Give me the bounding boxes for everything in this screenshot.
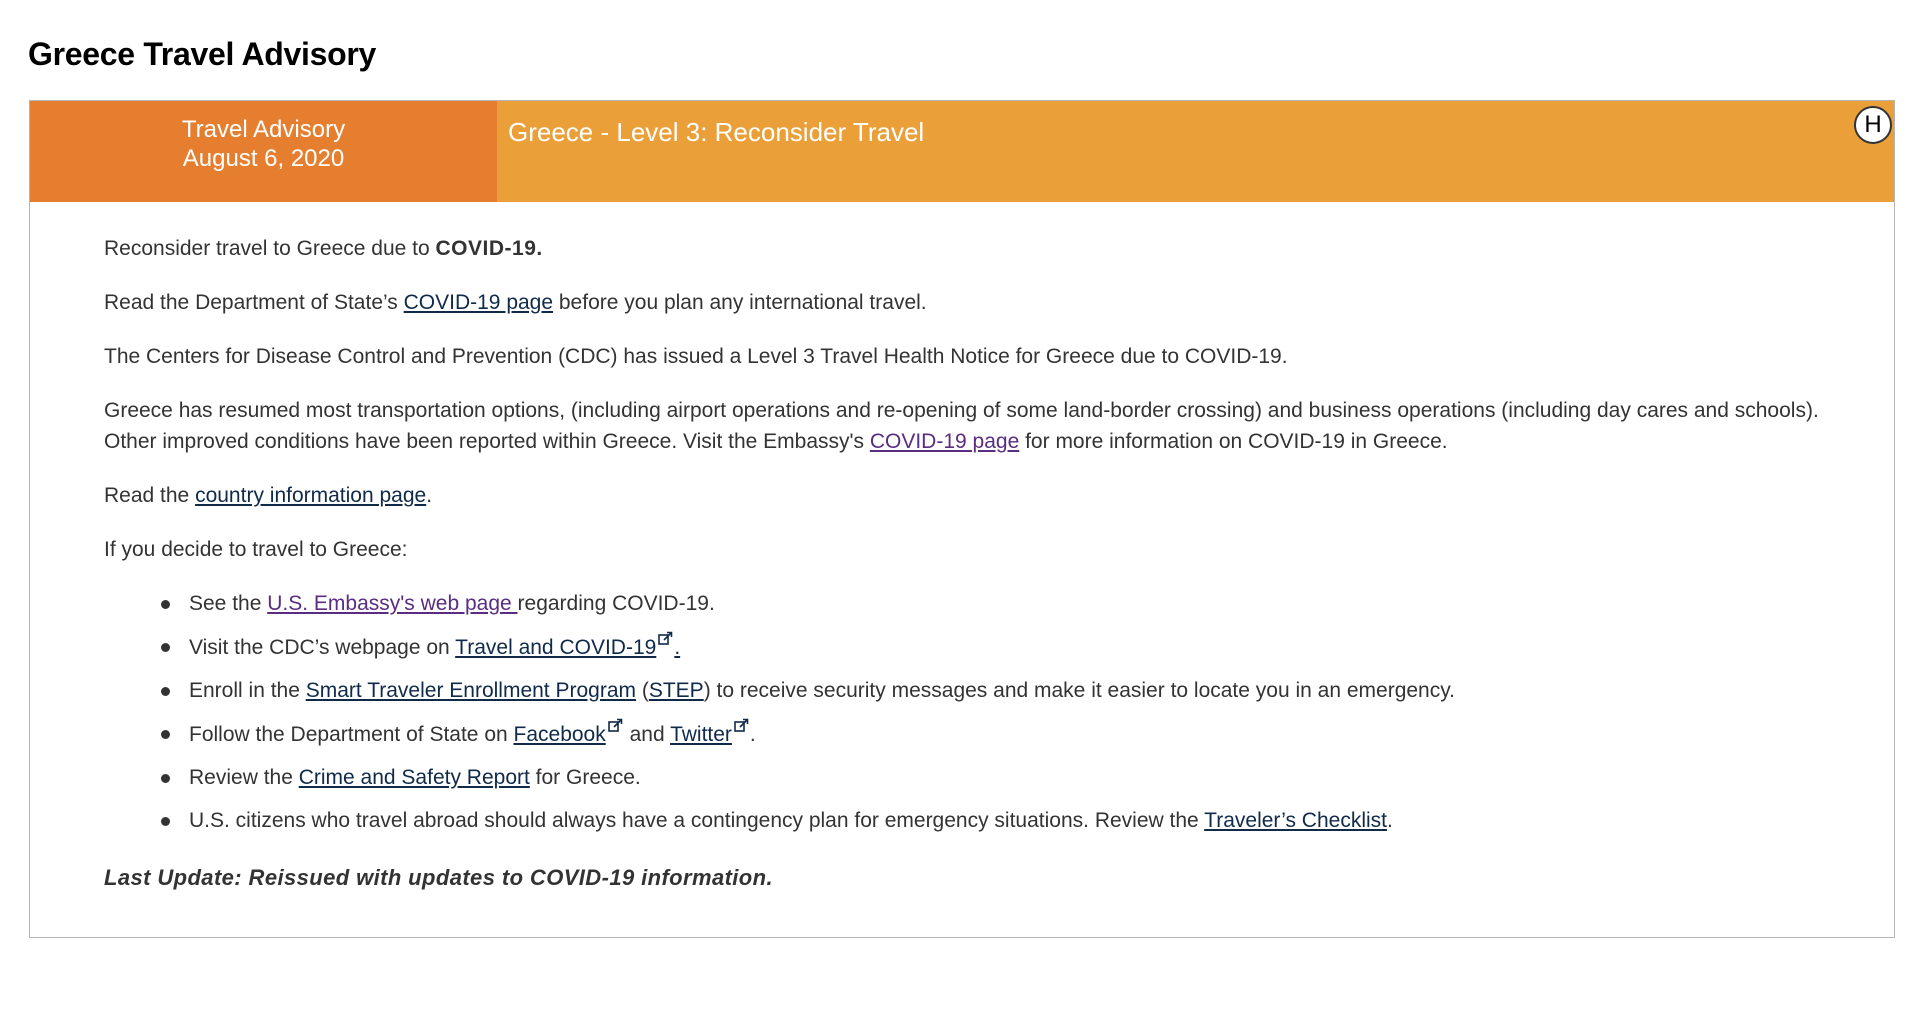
cdc-travel-covid-link[interactable]: Travel and COVID-19 .	[455, 636, 680, 659]
advisory-box	[29, 100, 1895, 938]
list-item: Follow the Department of State on Facebook and Twitter .	[189, 718, 1844, 750]
paragraph-state-covid: Read the Department of State’s COVID-19 page before you plan any international travel.	[104, 291, 927, 314]
step-link[interactable]: STEP	[648, 679, 704, 702]
bullet-icon	[161, 817, 170, 826]
page-title: Greece Travel Advisory	[28, 36, 376, 72]
twitter-link[interactable]: Twitter	[670, 723, 732, 746]
smart-traveler-program-link[interactable]: Smart Traveler Enrollment Program	[305, 679, 637, 702]
travel-steps-list	[104, 588, 1844, 836]
covid-bold: COVID-19.	[435, 237, 543, 260]
list-item: Enroll in the Smart Traveler Enrollment Program (STEP) to receive security messages and make it easier to locate you in an emergency.	[189, 675, 1844, 706]
external-link-icon	[658, 631, 673, 646]
paragraph-cdc-notice: The Centers for Disease Control and Prevention (CDC) has issued a Level 3 Travel Health Notice for Greece due to COVID-19.	[104, 345, 1288, 368]
state-covid-page-link[interactable]: COVID-19 page	[403, 291, 554, 314]
bullet-icon	[161, 687, 170, 696]
facebook-link[interactable]: Facebook	[513, 723, 606, 746]
paragraph-country-info: Read the country information page.	[104, 484, 433, 507]
external-link-icon	[608, 718, 623, 733]
crime-safety-report-link[interactable]: Crime and Safety Report	[298, 766, 530, 789]
list-item: See the U.S. Embassy's web page regarding COVID-19.	[189, 588, 1844, 619]
paragraph-if-you-decide: If you decide to travel to Greece:	[104, 538, 408, 561]
advisory-date-label: Travel Advisory	[181, 116, 346, 143]
advisory-date: August 6, 2020	[182, 145, 345, 172]
advisory-banner	[30, 101, 1894, 202]
travelers-checklist-link[interactable]: Traveler’s Checklist	[1204, 809, 1387, 832]
bullet-icon	[161, 643, 170, 652]
list-item: Visit the CDC’s webpage on Travel and COVID-19 .	[189, 631, 1844, 663]
health-indicator-badge[interactable]: H	[1854, 106, 1892, 144]
bullet-icon	[161, 730, 170, 739]
last-update-note: Last Update: Reissued with updates to COVID-19 information.	[104, 865, 774, 890]
paragraph-transportation: Greece has resumed most transportation options, (including airport operations and re-opening of some land-border crossing) and business operations (including day cares and schools). Other improved conditions have been reported within Greece. Visit the Embassy's COVID-19 page for more information on COVID-19 in Greece.	[104, 399, 1819, 453]
list-item: Review the Crime and Safety Report for Greece.	[189, 762, 1844, 793]
bullet-icon	[161, 774, 170, 783]
embassy-web-page-link[interactable]: U.S. Embassy's web page	[267, 592, 518, 615]
advisory-level: Greece - Level 3: Reconsider Travel	[508, 117, 925, 147]
country-information-link[interactable]: country information page	[195, 484, 427, 507]
list-item: U.S. citizens who travel abroad should always have a contingency plan for emergency situations. Review the Traveler’s Checklist.	[189, 805, 1844, 836]
external-link-icon	[734, 718, 749, 733]
embassy-covid-page-link[interactable]: COVID-19 page	[869, 430, 1020, 453]
advisory-date-panel	[30, 101, 497, 202]
advisory-content	[104, 233, 1844, 893]
bullet-icon	[161, 600, 170, 609]
paragraph-reconsider: Reconsider travel to Greece due to COVID-19.	[104, 237, 543, 260]
